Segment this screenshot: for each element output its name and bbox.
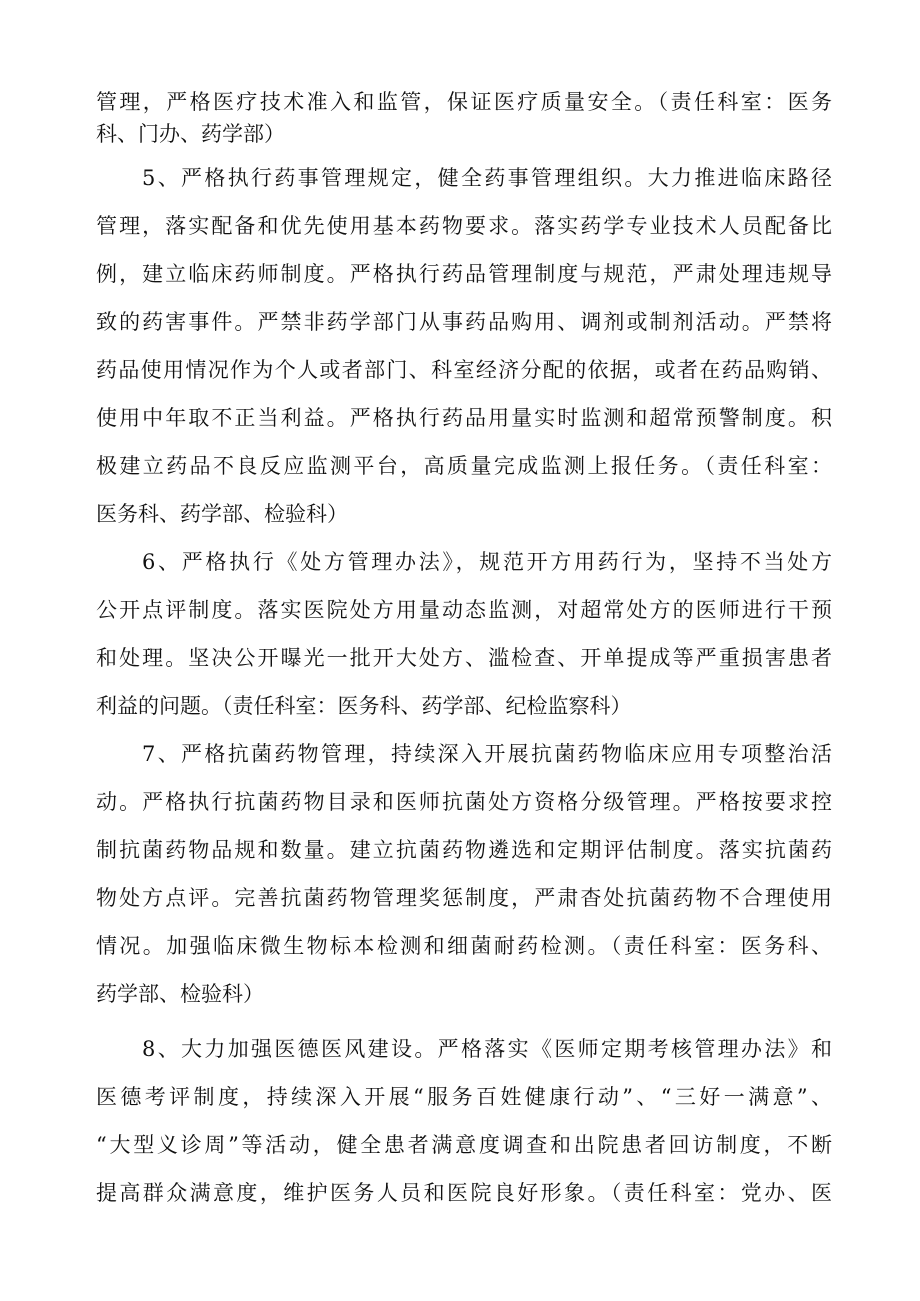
text-line: 物处方点评。完善抗菌药物管理奖惩制度，严肃杳处抗菌药物不合理使用: [96, 886, 832, 910]
text-line: 情况。加强临床微生物标本检测和细菌耐药检测。（责任科室：医务科、: [96, 934, 832, 958]
text-line: 药品使用情况作为个人或者部门、科室经济分配的依据，或者在药品购销、: [96, 358, 832, 382]
text-line: 利益的问题。（责任科室：医务科、药学部、纪检监察科）: [96, 694, 632, 718]
paragraph-6-heading-line: 6、严格执行《处方管理办法》，规范开方用药行为，坚持不当处方: [142, 550, 832, 574]
text-line: 动。严格执行抗菌药物目录和医师抗菌处方资格分级管理。严格按要求控: [96, 790, 832, 814]
paragraph-8-heading-line: 8、大力加强医德医风建设。严格落实《医师定期考核管理办法》和: [142, 1037, 832, 1061]
text-line: 科、门办、药学部）: [96, 122, 285, 146]
paragraph-7-heading-line: 7、严格抗菌药物管理，持续深入开展抗菌药物临床应用专项整治活: [142, 742, 832, 766]
text-line: 公开点评制度。落实医院处方用量动态监测，对超常处方的医师进行干预: [96, 598, 832, 622]
text-line: 提高群众满意度，维护医务人员和医院良好形象。（责任科室：党办、医: [96, 1181, 832, 1205]
text-line: 制抗菌药物品规和数量。建立抗菌药物遴选和定期评估制度。落实抗菌药: [96, 838, 832, 862]
text-line: “大型义诊周”等活动，健全患者满意度调查和出院患者回访制度，不断: [96, 1133, 832, 1157]
text-line: 使用中年取不正当利益。严格执行药品用量实时监测和超常预警制度。积: [96, 406, 832, 430]
paragraph-5-heading-line: 5、严格执行药事管理规定，健全药事管理组织。大力推进临床路径: [142, 166, 832, 190]
text-line: 医务科、药学部、检验科）: [96, 502, 348, 526]
text-line: 医德考评制度，持续深入开展“服务百姓健康行动”、“三好一满意”、: [96, 1085, 832, 1109]
text-line: 药学部、检验科）: [96, 982, 264, 1006]
text-line: 管理，落实配备和优先使用基本药物要求。落实药学专业技术人员配备比: [96, 214, 832, 238]
text-line: 极建立药品不良反应监测平台，高质量完成监测上报任务。（责任科室：: [96, 454, 832, 478]
text-line: 致的药害事件。严禁非药学部门从事药品购用、调剂或制剂活动。严禁将: [96, 310, 832, 334]
text-line: 和处理。坚决公开曝光一批开大处方、滥检查、开单提成等严重损害患者: [96, 646, 832, 670]
text-line: 管理，严格医疗技术准入和监管，保证医疗质量安全。（责任科室：医务: [96, 90, 832, 114]
text-line: 例，建立临床药师制度。严格执行药品管理制度与规范，严肃处理违规导: [96, 262, 832, 286]
